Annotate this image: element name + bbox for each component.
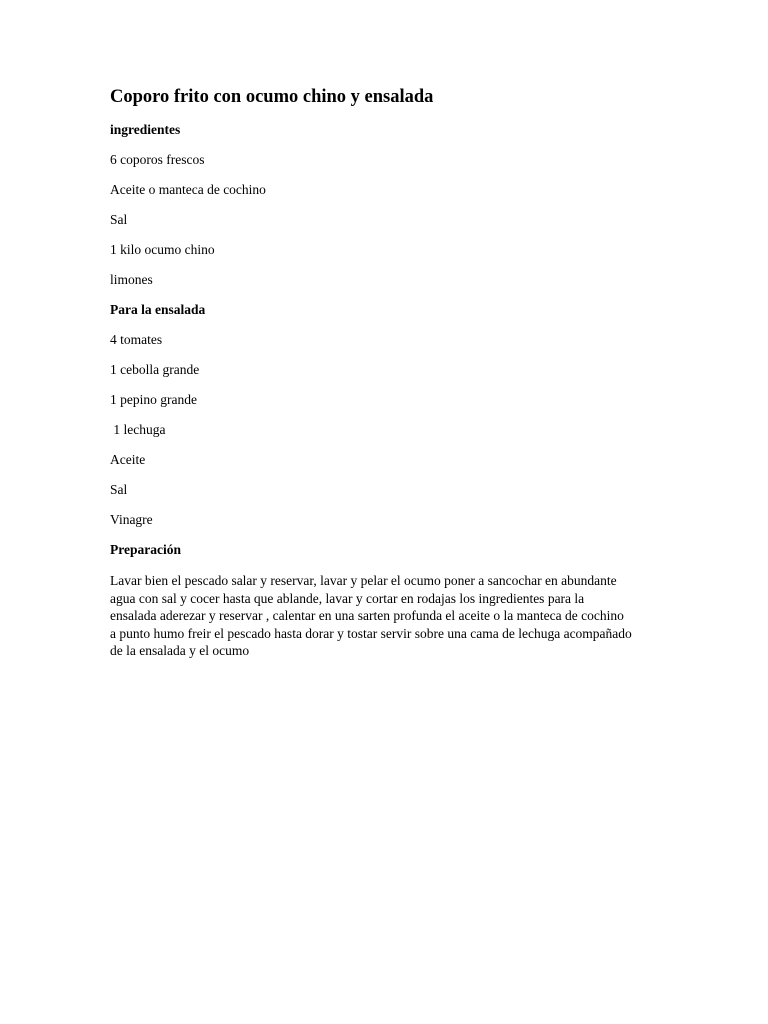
ingredients-heading: ingredientes [110,122,181,137]
preparation-line: agua con sal y cocer hasta que ablande, lavar y cortar en rodajas los ingredientes para la [110,590,585,606]
salad-ingredient-item: Aceite [110,452,146,467]
ingredient-item: 6 coporos frescos [110,152,205,167]
ingredient-item: Sal [110,212,128,227]
preparation-line: ensalada aderezar y reservar , calentar en una sarten profunda el aceite o la manteca de cochino [110,608,624,623]
preparation-paragraph [110,572,670,660]
ingredient-item: limones [110,272,153,287]
ingredient-item: Aceite o manteca de cochino [110,182,266,197]
ingredient-item: 1 kilo ocumo chino [110,242,215,257]
preparation-line: de la ensalada y el ocumo [110,643,250,658]
salad-ingredient-item: 1 lechuga [110,422,166,437]
salad-ingredient-item: 1 cebolla grande [110,362,200,377]
salad-ingredient-item: 1 pepino grande [110,392,197,407]
salad-ingredient-item: Sal [110,482,128,497]
document-page [110,86,670,660]
recipe-title: Coporo frito con ocumo chino y ensalada [110,87,434,107]
preparation-line: a punto humo freir el pescado hasta dorar y tostar servir sobre una cama de lechuga acompañado [110,625,632,641]
preparation-line: Lavar bien el pescado salar y reservar, lavar y pelar el ocumo poner a sancochar en abundante [110,573,617,588]
salad-heading: Para la ensalada [110,302,206,317]
preparation-heading: Preparación [110,542,181,557]
salad-ingredient-item: 4 tomates [110,332,163,347]
salad-ingredient-item: Vinagre [110,512,153,527]
